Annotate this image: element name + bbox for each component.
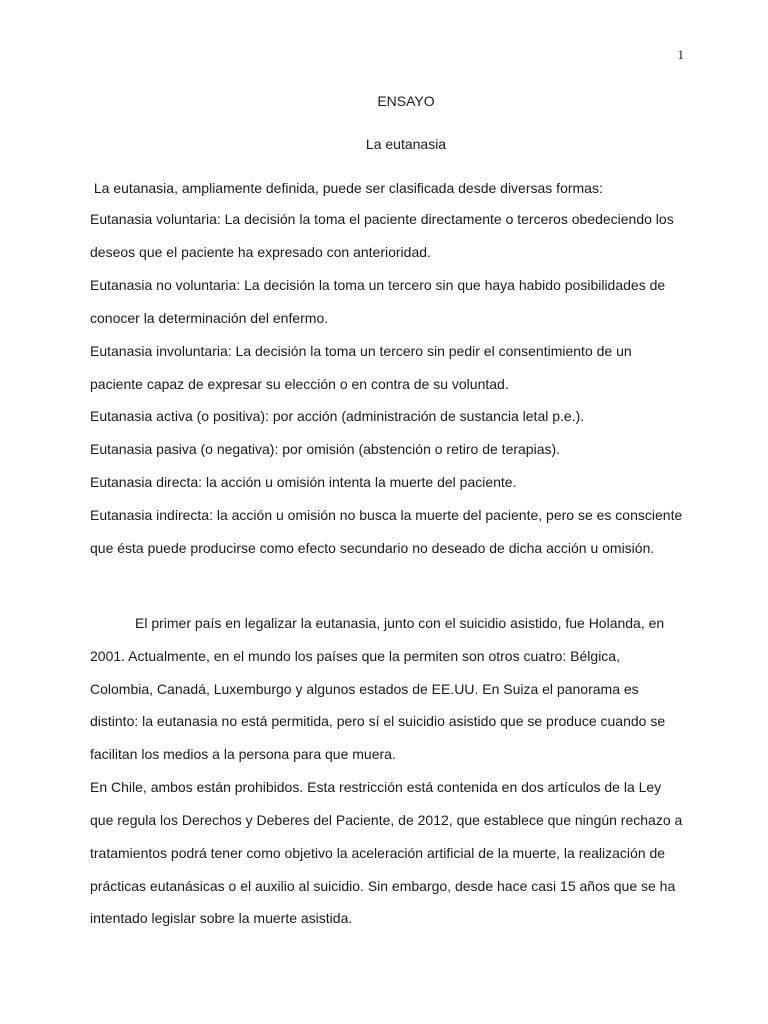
text-line: Eutanasia directa: la acción u omisión intenta la muerte del paciente.: [90, 474, 517, 490]
text-line: Eutanasia indirecta: la acción u omisión no busca la muerte del paciente, pero se es consciente: [90, 507, 683, 523]
text-line: Eutanasia involuntaria: La decisión la toma un tercero sin pedir el consentimiento de un: [90, 343, 632, 359]
text-line: distinto: la eutanasia no está permitida, pero sí el suicidio asistido que se produce cuando se: [90, 713, 666, 729]
page-number: 1: [677, 47, 684, 62]
text-line: La eutanasia, ampliamente definida, puede ser clasificada desde diversas formas:: [90, 180, 603, 196]
document-heading: ENSAYO: [377, 93, 435, 109]
text-line: Colombia, Canadá, Luxemburgo y algunos estados de EE.UU. En Suiza el panorama es: [90, 681, 639, 697]
text-line: deseos que el paciente ha expresado con anterioridad.: [90, 244, 431, 260]
text-line: tratamientos podrá tener como objetivo la aceleración artificial de la muerte, la realización de: [90, 845, 666, 861]
text-line: El primer país en legalizar la eutanasia, junto con el suicidio asistido, fue Holanda, en: [135, 615, 665, 631]
text-line: 2001. Actualmente, en el mundo los países que la permiten son otros cuatro: Bélgica,: [90, 648, 620, 664]
document-subheading: La eutanasia: [365, 136, 447, 152]
text-line: Eutanasia activa (o positiva): por acción (administración de sustancia letal p.e.).: [90, 408, 585, 424]
text-line: prácticas eutanásicas o el auxilio al suicidio. Sin embargo, desde hace casi 15 años que se ha: [90, 878, 676, 894]
text-line: intentado legislar sobre la muerte asistida.: [90, 910, 353, 926]
text-line: Eutanasia pasiva (o negativa): por omisión (abstención o retiro de terapias).: [90, 441, 561, 457]
text-line: facilitan los medios a la persona para que muera.: [90, 746, 396, 762]
text-line: que regula los Derechos y Deberes del Paciente, de 2012, que establece que ningún rechazo a: [90, 812, 683, 828]
text-line: que ésta puede producirse como efecto secundario no deseado de dicha acción u omisión.: [90, 540, 655, 556]
text-line: paciente capaz de expresar su elección o en contra de su voluntad.: [90, 376, 509, 392]
text-line: conocer la determinación del enfermo.: [90, 310, 329, 326]
text-line: Eutanasia no voluntaria: La decisión la toma un tercero sin que haya habido posibilidades de: [90, 277, 666, 293]
text-line: En Chile, ambos están prohibidos. Esta restricción está contenida en dos artículos de la Ley: [90, 779, 662, 795]
text-line: Eutanasia voluntaria: La decisión la toma el paciente directamente o terceros obedeciendo los: [90, 211, 674, 227]
